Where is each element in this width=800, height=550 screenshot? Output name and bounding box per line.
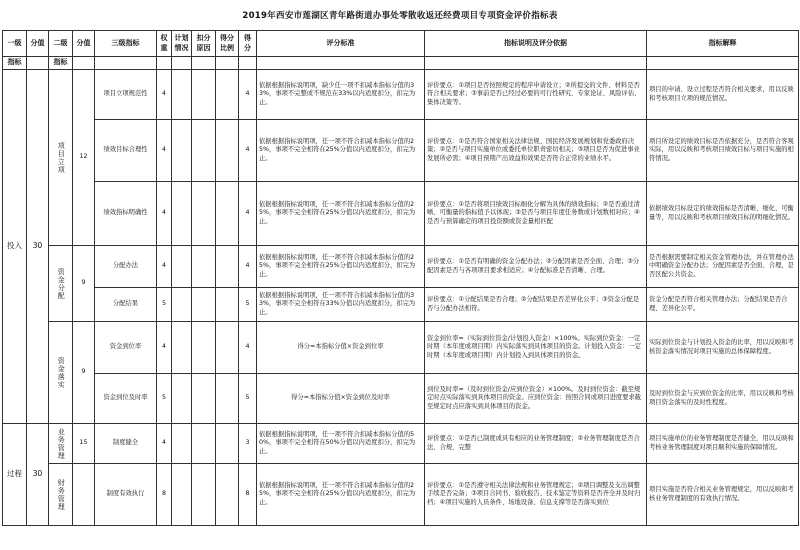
l3-name: 分配结果 — [95, 288, 157, 322]
col-header: 指标说明及评分依据 — [425, 31, 647, 57]
score: 3 — [239, 424, 257, 464]
l3-name: 资金到位及时率 — [95, 374, 157, 424]
l3-name: 资金到位率 — [95, 322, 157, 374]
score: 4 — [239, 182, 257, 246]
table-row — [3, 182, 799, 246]
table-row — [3, 464, 799, 526]
standard: 依据根据指标说明项，任一项不符合扣减本指标分值的50%，事项不完全相符在50%分值以内适度扣分，扣完为止。 — [257, 424, 425, 464]
score: 4 — [239, 120, 257, 182]
col-header: 扣分原因 — [192, 31, 216, 57]
level2-bizmgmt-score: 15 — [73, 424, 95, 464]
standard: 依据根据指标说明项，任一项不符合扣减本指标分值的25%，事项不完全相符在25%分值以内适度扣分，扣完为止。 — [257, 182, 425, 246]
interpretation: 项目实施单位的业务管理制度是否健全，用以反映和考核业务管理制度对项目顺利实施的保障情况。 — [647, 424, 799, 464]
col-header: 得分 — [239, 31, 257, 57]
standard: 依据根据指标说明项，任一项不符合扣减本指标分值的25%，事项不完全相符在25%分值以内适度扣分，扣完为止。 — [257, 246, 425, 288]
l3-name: 分配办法 — [95, 246, 157, 288]
col-header: 三级指标 — [95, 31, 157, 57]
l3-name: 制度有效执行 — [95, 464, 157, 526]
interpretation: 依据绩效目标设定的绩效指标是否清晰、细化、可衡量等，用以反映和考核项目绩效目标的明细化情况。 — [647, 182, 799, 246]
weight: 4 — [157, 322, 172, 374]
interpretation: 及时到位资金与应到位资金的比率，用以反映和考核项目资金落实的及时性程度。 — [647, 374, 799, 424]
l3-name: 绩效目标合理性 — [95, 120, 157, 182]
level2-fundplace: 资金落实 — [49, 322, 73, 424]
interpretation: 项目的申请、设立过程是否符合相关要求，用以反映和考核项目立项的规范情况。 — [647, 70, 799, 120]
level2-setup: 项目立项 — [49, 70, 73, 246]
standard: 得分=本指标分值×资金到位及时率 — [257, 374, 425, 424]
explanation: 评价要点：①是否有明确的资金分配办法；②分配因素是否全面、合理；③分配因素是否与各项项目要求相适应；④分配标准是否清晰、合理。 — [425, 246, 647, 288]
interpretation: 项目所设定的绩效目标是否依据充分，是否符合客观实际，用以反映和考核项目绩效目标与项目实施的相符情况。 — [647, 120, 799, 182]
level2-fundalloc: 资金分配 — [49, 246, 73, 322]
weight: 4 — [157, 246, 172, 288]
explanation: 评价要点：①分配结果是否合理；②分配结果是否差异化公平；③资金分配是否与分配办法相符。 — [425, 288, 647, 322]
table-row — [3, 322, 799, 374]
col-header: 计划情况 — [172, 31, 192, 57]
weight: 5 — [157, 374, 172, 424]
level1-process: 过程 — [3, 424, 27, 526]
score: 4 — [239, 322, 257, 374]
interpretation: 资金分配是否符合相关管理办法；分配结果是否合理、差异化公平。 — [647, 288, 799, 322]
col-header: 得分比例 — [216, 31, 239, 57]
level2-setup-score: 12 — [73, 70, 95, 246]
score: 8 — [239, 464, 257, 526]
level2-bizmgmt: 业务管理 — [49, 424, 73, 464]
level2-finmgmt: 财务管理 — [49, 464, 73, 526]
weight: 4 — [157, 424, 172, 464]
table-row — [3, 288, 799, 322]
table-row — [3, 120, 799, 182]
score: 5 — [239, 288, 257, 322]
col-header: 指标解释 — [647, 31, 799, 57]
table-row — [3, 374, 799, 424]
l3-name: 绩效指标明确性 — [95, 182, 157, 246]
standard: 依据根据指标说明项，任一项不符合扣减本指标分值的33%，事项不完全相符在33%分值以内适度扣分，扣完为止。 — [257, 288, 425, 322]
col-header: 分值 — [73, 31, 95, 57]
interpretation: 是否根据需要制定相关资金管理办法，并在管理办法中明确资金分配办法；分配因素是否全面、合理，是否区配公共资金。 — [647, 246, 799, 288]
col-header: 权重 — [157, 31, 172, 57]
l3-name: 制度健全 — [95, 424, 157, 464]
sub-header: 指标 — [3, 57, 27, 70]
explanation: 评价要点：①项目是否按照规定的程序申请设立；②所提交的文件、材料是否符合相关要求；③事前是否已经过必要的可行性研究、专家论证、风险评估、集体决策等。 — [425, 70, 647, 120]
l3-name: 项目立项规范性 — [95, 70, 157, 120]
score: 5 — [239, 374, 257, 424]
weight: 8 — [157, 464, 172, 526]
col-header: 一级 — [3, 31, 27, 57]
weight: 5 — [157, 288, 172, 322]
explanation: 资金到位率=（实际到位资金/计划投入资金）×100%。实际到位资金：一定时期（本年度或项目期）内实际落实到具体项目的资金。计划投入资金：一定时期（本年度或项目期）内计划投入到具体项目的资金。 — [425, 322, 647, 374]
interpretation: 实际到位资金与计划投入资金的比率，用以反映和考核资金落实情况对项目实施的总体保障程度。 — [647, 322, 799, 374]
table-row — [3, 424, 799, 464]
col-header: 分值 — [27, 31, 49, 57]
level1-process-score: 30 — [27, 424, 49, 526]
explanation: 评价要点：①是否遵守相关法律法规和业务管理规定；②项目调整及支出调整手续是否完备；③项目合同书、验收报告、技术鉴定等资料是否齐全并及时归档；④项目实施的人员条件、场地设备、信息支撑等是否落实到位 — [425, 464, 647, 526]
evaluation-table — [2, 30, 799, 526]
level2-fundplace-score: 9 — [73, 322, 95, 424]
explanation: 评价要点：①是否已制度或具有相应的业务管理制度；②业务管理制度是否合法、合规、完整 — [425, 424, 647, 464]
page-title: 2019年西安市莲湖区青年路街道办事处零散收返还经费项目专项资金评价指标表 — [242, 11, 558, 21]
header-row — [3, 31, 799, 57]
score: 4 — [239, 70, 257, 120]
explanation: 评价要点：①是否将项目绩效目标细化分解为具体的绩效指标；②是否通过清晰、可衡量的指标值予以体现；③是否与项目年度任务数或计划数相对应；④是否与预算确定的项目投资额或资金量相匹配 — [425, 182, 647, 246]
sub-header-row — [3, 57, 799, 70]
interpretation: 项目实施是否符合相关业务管理规定，用以反映和考核业务管理制度的有效执行情况。 — [647, 464, 799, 526]
table-row — [3, 70, 799, 120]
standard: 依据根据指标说明项，任一项不符合扣减本指标分值的25%，事项不完全相符在25%分值以内适度扣分，扣完为止。 — [257, 464, 425, 526]
level1-input: 投入 — [3, 70, 27, 424]
level1-input-score: 30 — [27, 70, 49, 424]
sub-header: 指标 — [49, 57, 73, 70]
col-header: 二级 — [49, 31, 73, 57]
table-row — [3, 246, 799, 288]
standard: 依据根据指标说明项，缺少任一项不扣减本指标分值的33%，事项不完整或不规范在33%以内适度扣分，扣完为止。 — [257, 70, 425, 120]
score: 4 — [239, 246, 257, 288]
standard: 得分=本指标分值×资金到位率 — [257, 322, 425, 374]
standard: 依据根据指标说明项，任一项不符合扣减本指标分值的25%，事项不完全相符在25%分值以内适度扣分，扣完为止。 — [257, 120, 425, 182]
level2-fundalloc-score: 9 — [73, 246, 95, 322]
explanation: 评价要点：①是否符合国家相关法律法规、国民经济发展规划和党委政府决策；②是否与项目实施单位或委托单位职责密切相关；③项目是否为促进事业发展所必需；④项目预期产出效益和效果是否符合正常的业绩水平。 — [425, 120, 647, 182]
weight: 4 — [157, 70, 172, 120]
col-header: 评分标准 — [257, 31, 425, 57]
explanation: 到位及时率=（及时到位资金/应到位资金）×100%。及时到位资金：截至规定时点实际落实到具体项目的资金。应到位资金：按照合同或项目进度要求截至规定时点应落实到具体项目的资金。 — [425, 374, 647, 424]
weight: 4 — [157, 120, 172, 182]
weight: 4 — [157, 182, 172, 246]
